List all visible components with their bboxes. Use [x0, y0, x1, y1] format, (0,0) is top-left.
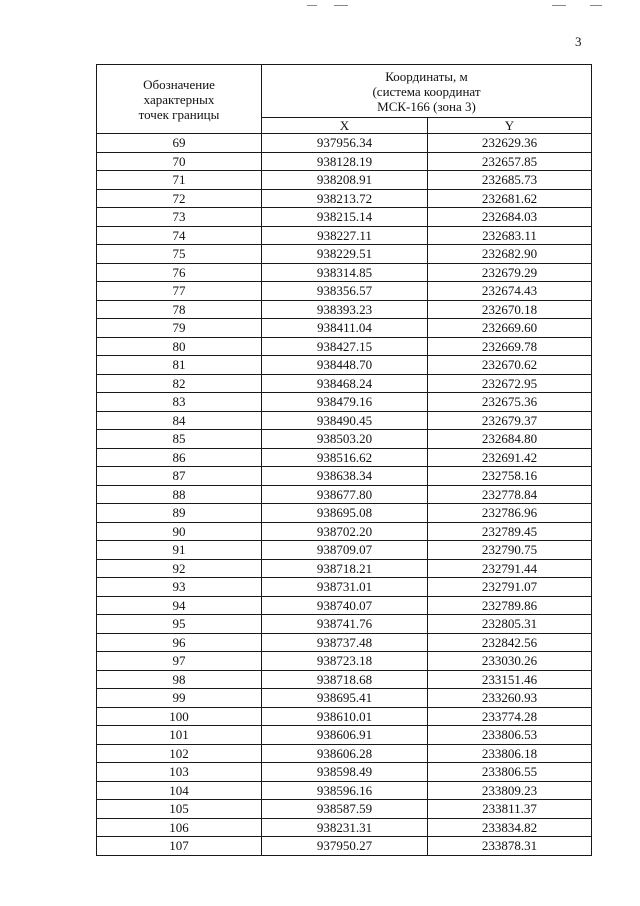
table-row: [97, 467, 592, 486]
point-number-cell: 80: [97, 337, 262, 356]
x-coordinate-cell: 938596.16: [262, 781, 428, 800]
table-row: [97, 670, 592, 689]
page-number: 3: [575, 34, 582, 49]
y-coordinate-cell: 232758.16: [428, 467, 592, 486]
point-number-cell: 82: [97, 374, 262, 393]
y-coordinate-cell: 232789.45: [428, 522, 592, 541]
x-coordinate-cell: 938490.45: [262, 411, 428, 430]
table-row: [97, 541, 592, 560]
table-row: [97, 596, 592, 615]
x-coordinate-cell: 938411.04: [262, 319, 428, 338]
table-row: [97, 504, 592, 523]
y-coordinate-cell: 233774.28: [428, 707, 592, 726]
y-coordinate-cell: 232683.11: [428, 226, 592, 245]
point-number-cell: 70: [97, 152, 262, 171]
x-coordinate-cell: 938393.23: [262, 300, 428, 319]
x-coordinate-cell: 938356.57: [262, 282, 428, 301]
point-number-cell: 90: [97, 522, 262, 541]
point-number-cell: 102: [97, 744, 262, 763]
point-number-cell: 85: [97, 430, 262, 449]
x-coordinate-cell: 938741.76: [262, 615, 428, 634]
table-row: [97, 245, 592, 264]
table-row: [97, 837, 592, 856]
point-number-cell: 97: [97, 652, 262, 671]
y-coordinate-cell: 232629.36: [428, 134, 592, 153]
point-number-cell: 76: [97, 263, 262, 282]
point-number-cell: 81: [97, 356, 262, 375]
x-coordinate-cell: 938606.91: [262, 726, 428, 745]
y-coordinate-cell: 233878.31: [428, 837, 592, 856]
table-row: [97, 171, 592, 190]
y-coordinate-cell: 232789.86: [428, 596, 592, 615]
x-coordinate-cell: 938695.41: [262, 689, 428, 708]
table-row: [97, 744, 592, 763]
table-row: [97, 282, 592, 301]
x-coordinate-cell: 938128.19: [262, 152, 428, 171]
y-coordinate-cell: 233151.46: [428, 670, 592, 689]
x-coordinate-cell: 938468.24: [262, 374, 428, 393]
coordinates-header: [262, 65, 592, 118]
table-header: [97, 65, 592, 134]
point-number-cell: 73: [97, 208, 262, 227]
point-number-cell: 72: [97, 189, 262, 208]
x-coordinate-cell: 938695.08: [262, 504, 428, 523]
table-row: [97, 374, 592, 393]
y-coordinate-cell: 233809.23: [428, 781, 592, 800]
point-number-cell: 93: [97, 578, 262, 597]
point-number-cell: 69: [97, 134, 262, 153]
coords-header-line: (система координат: [372, 83, 481, 99]
table-row: [97, 781, 592, 800]
table-row: [97, 319, 592, 338]
x-coordinate-cell: 938610.01: [262, 707, 428, 726]
y-coordinate-cell: 232791.44: [428, 559, 592, 578]
point-number-cell: 88: [97, 485, 262, 504]
x-coordinate-cell: 938479.16: [262, 393, 428, 412]
y-coordinate-cell: 233806.53: [428, 726, 592, 745]
y-coordinate-cell: 232679.29: [428, 263, 592, 282]
point-number-cell: 95: [97, 615, 262, 634]
y-coordinate-cell: 232674.43: [428, 282, 592, 301]
point-number-cell: 83: [97, 393, 262, 412]
x-coordinate-cell: 938213.72: [262, 189, 428, 208]
table-row: [97, 263, 592, 282]
table-row: [97, 134, 592, 153]
point-designation-header: [97, 65, 262, 134]
point-number-cell: 106: [97, 818, 262, 837]
x-coordinate-cell: 938231.31: [262, 818, 428, 837]
x-coordinate-cell: 938427.15: [262, 337, 428, 356]
point-number-cell: 74: [97, 226, 262, 245]
y-coordinate-cell: 233806.55: [428, 763, 592, 782]
table-row: [97, 615, 592, 634]
y-coordinate-cell: 232672.95: [428, 374, 592, 393]
table-row: [97, 689, 592, 708]
y-coordinate-cell: 232786.96: [428, 504, 592, 523]
y-coordinate-cell: 232670.62: [428, 356, 592, 375]
x-coordinate-cell: 938740.07: [262, 596, 428, 615]
y-coordinate-cell: 232685.73: [428, 171, 592, 190]
table-row: [97, 707, 592, 726]
y-coordinate-cell: 233030.26: [428, 652, 592, 671]
y-coordinate-cell: 232684.03: [428, 208, 592, 227]
table-row: [97, 356, 592, 375]
x-coordinate-cell: 938737.48: [262, 633, 428, 652]
point-number-cell: 104: [97, 781, 262, 800]
y-coordinate-cell: 232681.62: [428, 189, 592, 208]
x-coordinate-cell: 938718.68: [262, 670, 428, 689]
table-row: [97, 726, 592, 745]
point-number-cell: 84: [97, 411, 262, 430]
y-coordinate-cell: 233806.18: [428, 744, 592, 763]
x-coordinate-cell: 938677.80: [262, 485, 428, 504]
table-row: [97, 189, 592, 208]
y-coordinate-cell: 232805.31: [428, 615, 592, 634]
point-header-line: точек границы: [138, 106, 220, 122]
y-coordinate-cell: 232679.37: [428, 411, 592, 430]
table-row: [97, 652, 592, 671]
table-row: [97, 800, 592, 819]
x-coordinate-cell: 937950.27: [262, 837, 428, 856]
table-row: [97, 522, 592, 541]
point-number-cell: 107: [97, 837, 262, 856]
point-number-cell: 87: [97, 467, 262, 486]
x-coordinate-cell: 938215.14: [262, 208, 428, 227]
x-coordinate-cell: 938731.01: [262, 578, 428, 597]
point-number-cell: 75: [97, 245, 262, 264]
point-number-cell: 99: [97, 689, 262, 708]
x-column-header: X: [262, 118, 428, 134]
y-coordinate-cell: 232842.56: [428, 633, 592, 652]
y-coordinate-cell: 232778.84: [428, 485, 592, 504]
point-header-line: характерных: [143, 91, 215, 107]
x-coordinate-cell: 937956.34: [262, 134, 428, 153]
table-row: [97, 430, 592, 449]
point-number-cell: 77: [97, 282, 262, 301]
point-number-cell: 92: [97, 559, 262, 578]
y-coordinate-cell: 232790.75: [428, 541, 592, 560]
y-coordinate-cell: 232670.18: [428, 300, 592, 319]
y-coordinate-cell: 232669.78: [428, 337, 592, 356]
point-number-cell: 103: [97, 763, 262, 782]
table-row: [97, 578, 592, 597]
x-coordinate-cell: 938448.70: [262, 356, 428, 375]
point-number-cell: 89: [97, 504, 262, 523]
table-row: [97, 485, 592, 504]
x-coordinate-cell: 938229.51: [262, 245, 428, 264]
x-coordinate-cell: 938587.59: [262, 800, 428, 819]
coords-header-line: Координаты, м: [385, 68, 468, 84]
x-coordinate-cell: 938709.07: [262, 541, 428, 560]
x-coordinate-cell: 938208.91: [262, 171, 428, 190]
point-number-cell: 94: [97, 596, 262, 615]
y-coordinate-cell: 233260.93: [428, 689, 592, 708]
table-row: [97, 818, 592, 837]
table-row: [97, 633, 592, 652]
scan-edge-marks: [0, 0, 640, 12]
table-row: [97, 448, 592, 467]
y-coordinate-cell: 232684.80: [428, 430, 592, 449]
point-number-cell: 101: [97, 726, 262, 745]
x-coordinate-cell: 938723.18: [262, 652, 428, 671]
y-coordinate-cell: 232657.85: [428, 152, 592, 171]
y-coordinate-cell: 232691.42: [428, 448, 592, 467]
coords-header-line: МСК-166 (зона 3): [377, 98, 476, 114]
point-number-cell: 91: [97, 541, 262, 560]
table-row: [97, 300, 592, 319]
table-row: [97, 337, 592, 356]
point-number-cell: 78: [97, 300, 262, 319]
table-body: [97, 134, 592, 856]
x-coordinate-cell: 938718.21: [262, 559, 428, 578]
point-number-cell: 86: [97, 448, 262, 467]
point-number-cell: 98: [97, 670, 262, 689]
y-coordinate-cell: 232791.07: [428, 578, 592, 597]
x-coordinate-cell: 938503.20: [262, 430, 428, 449]
y-coordinate-cell: 233811.37: [428, 800, 592, 819]
y-coordinate-cell: 232675.36: [428, 393, 592, 412]
table-row: [97, 152, 592, 171]
y-column-header: Y: [428, 118, 592, 134]
y-coordinate-cell: 232669.60: [428, 319, 592, 338]
point-number-cell: 105: [97, 800, 262, 819]
table-row: [97, 763, 592, 782]
point-number-cell: 100: [97, 707, 262, 726]
table-row: [97, 226, 592, 245]
x-coordinate-cell: 938702.20: [262, 522, 428, 541]
point-number-cell: 79: [97, 319, 262, 338]
table-row: [97, 411, 592, 430]
coordinates-table: [96, 64, 592, 856]
x-coordinate-cell: 938598.49: [262, 763, 428, 782]
x-coordinate-cell: 938314.85: [262, 263, 428, 282]
x-coordinate-cell: 938516.62: [262, 448, 428, 467]
point-number-cell: 71: [97, 171, 262, 190]
point-number-cell: 96: [97, 633, 262, 652]
point-header-line: Обозначение: [143, 76, 215, 92]
x-coordinate-cell: 938227.11: [262, 226, 428, 245]
table-row: [97, 559, 592, 578]
table-row: [97, 393, 592, 412]
x-coordinate-cell: 938606.28: [262, 744, 428, 763]
x-coordinate-cell: 938638.34: [262, 467, 428, 486]
table-row: [97, 208, 592, 227]
y-coordinate-cell: 233834.82: [428, 818, 592, 837]
y-coordinate-cell: 232682.90: [428, 245, 592, 264]
